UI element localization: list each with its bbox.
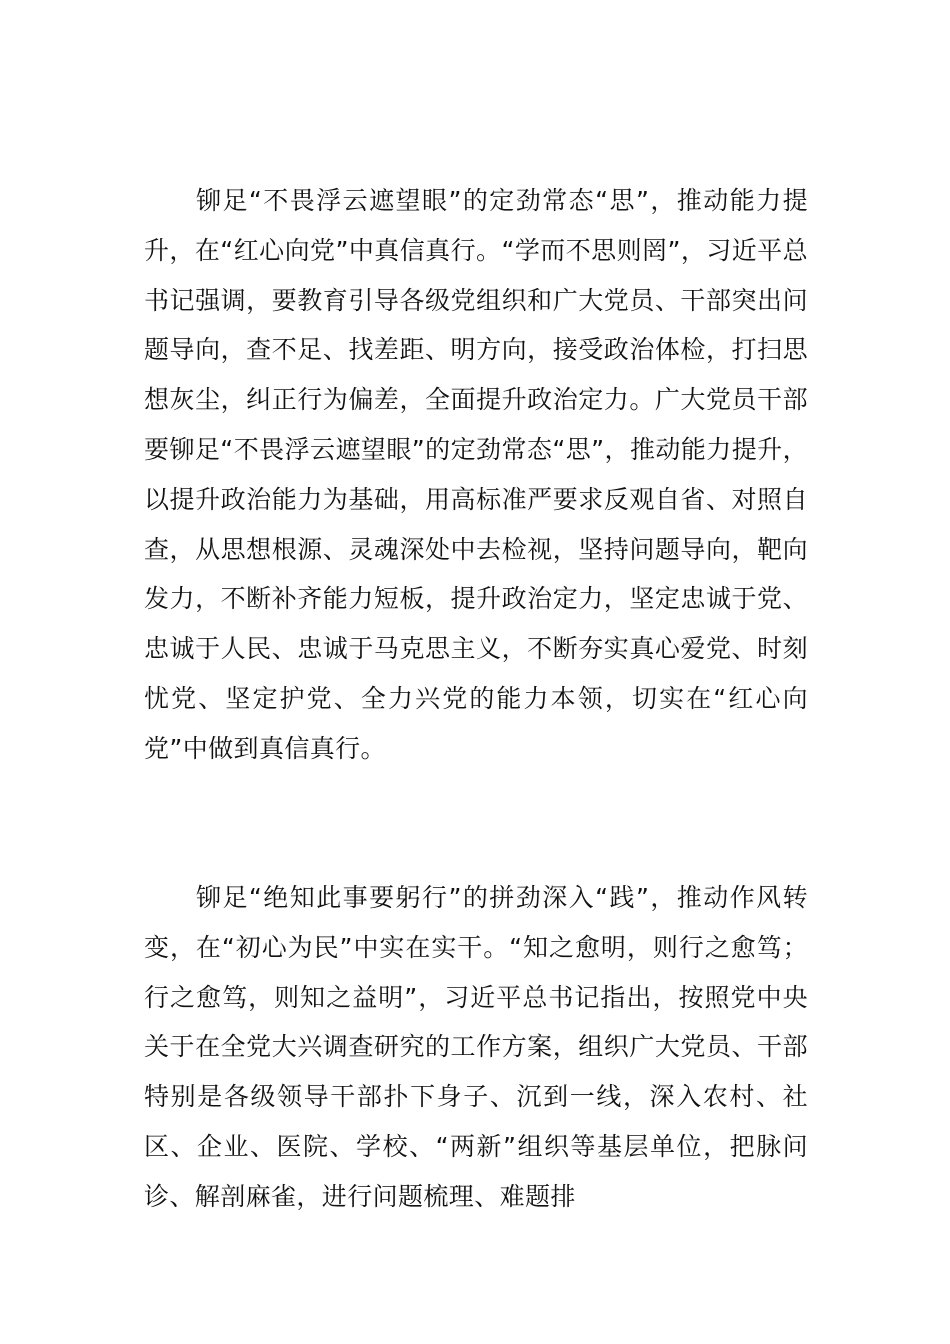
paragraph-2: 铆足“绝知此事要躬行”的拼劲深入“践”，推动作风转变，在“初心为民”中实在实干。“知之愈明，则行之愈笃；行之愈笃，则知之益明”，习近平总书记指出，按照党中央关于在全党大兴调查研究的工作方案，组织广大党员、干部特别是各级领导干部扑下身子、沉到一线，深入农村、社区、企业、医院、学校、“两新”组织等基层单位，把脉问诊、解剖麻雀，进行问题梳理、难题排 — [144, 883, 808, 1211]
paragraph-1: 铆足“不畏浮云遮望眼”的定劲常态“思”，推动能力提升，在“红心向党”中真信真行。“学而不思则罔”，习近平总书记强调，要教育引导各级党组织和广大党员、干部突出问题导向，查不足、找差距、明方向，接受政治体检，打扫思想灰尘，纠正行为偏差，全面提升政治定力。广大党员干部要铆足“不畏浮云遮望眼”的定劲常态“思”，推动能力提升，以提升政治能力为基础，用高标准严要求反观自省、对照自查，从思想根源、灵魂深处中去检视，坚持问题导向，靶向发力，不断补齐能力短板，提升政治定力，坚定忠诚于党、忠诚于人民、忠诚于马克思主义，不断夯实真心爱党、时刻忧党、坚定护党、全力兴党的能力本领，切实在“红心向党”中做到真信真行。 — [144, 186, 808, 763]
